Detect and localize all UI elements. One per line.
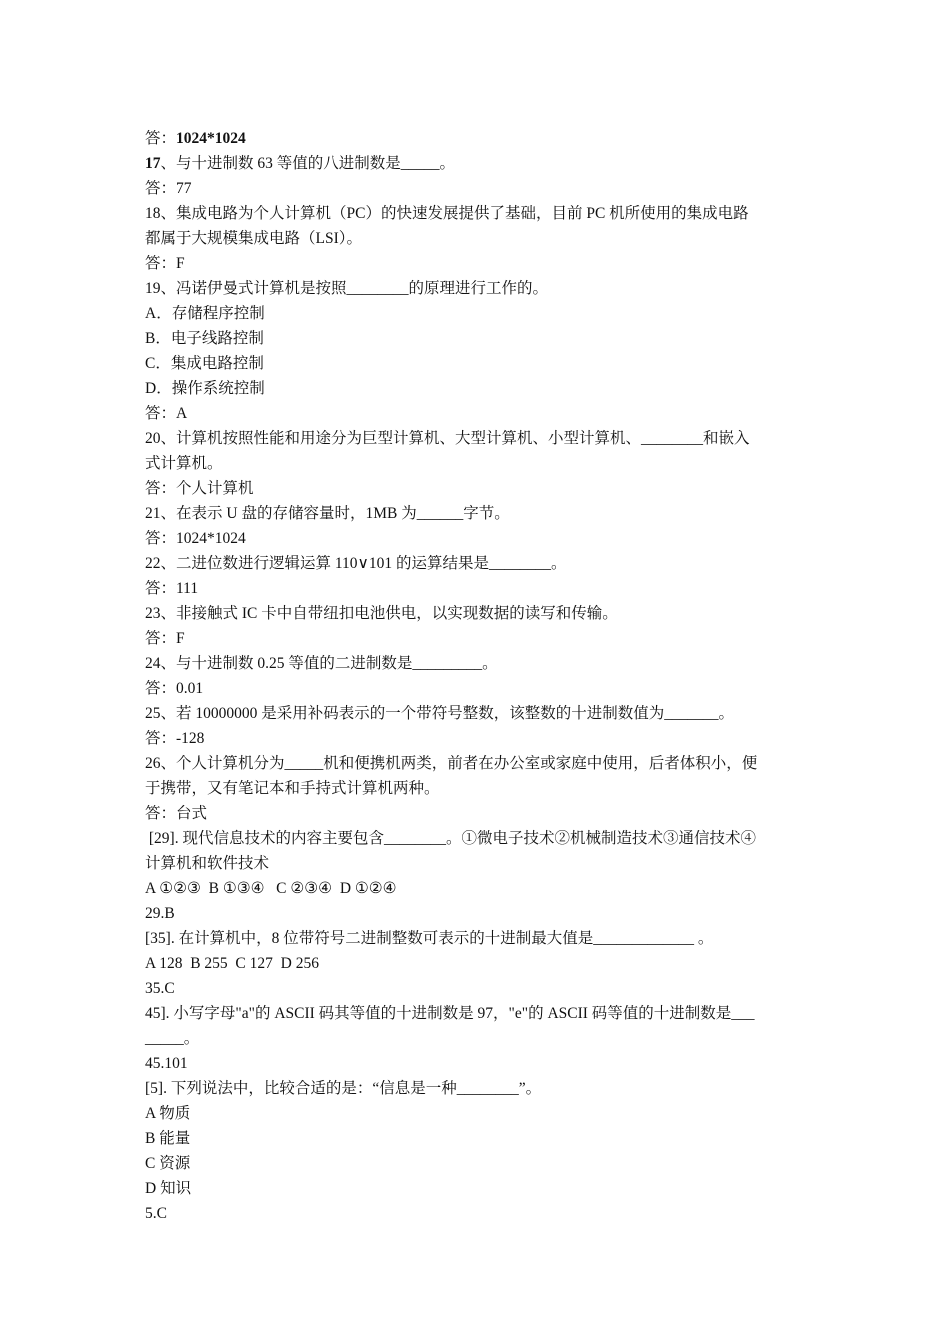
text-line: [145, 251, 810, 276]
line-text: 、与十进制数 63 等值的八进制数是_____。: [160, 155, 456, 172]
text-line: [145, 501, 810, 526]
text-line: [145, 1051, 810, 1076]
text-line: [145, 901, 810, 926]
line-text: B．电子线路控制: [145, 330, 264, 347]
text-line: [145, 176, 810, 201]
line-text: 答：1024*1024: [145, 530, 246, 547]
text-line: [145, 426, 810, 451]
line-text: [35]. 在计算机中，8 位带符号二进制整数可表示的十进制最大值是_____________ 。: [145, 930, 714, 947]
line-text: 答：台式: [145, 805, 208, 822]
document-page: [145, 126, 810, 1226]
line-text: 答：A: [145, 405, 188, 422]
line-text: 答：F: [145, 255, 185, 272]
bold-text: 1024*1024: [176, 130, 246, 147]
line-text: 35.C: [145, 980, 175, 997]
text-line: [145, 1201, 810, 1226]
text-line: [145, 701, 810, 726]
line-text: 答：F: [145, 630, 185, 647]
line-text: 21、在表示 U 盘的存储容量时，1MB 为______字节。: [145, 505, 510, 522]
text-line: [145, 1151, 810, 1176]
line-text: D．操作系统控制: [145, 380, 265, 397]
line-text: 答：-128: [145, 730, 205, 747]
text-line: [145, 476, 810, 501]
line-text: A 物质: [145, 1105, 191, 1122]
text-line: [145, 976, 810, 1001]
text-line: [145, 376, 810, 401]
line-text: 答：: [145, 130, 177, 147]
line-text: 答：个人计算机: [145, 480, 254, 497]
text-line: [145, 551, 810, 576]
line-text: 计算机和软件技术: [145, 855, 270, 872]
line-text: 25、若 10000000 是采用补码表示的一个带符号整数，该整数的十进制数值为_______。: [145, 705, 735, 722]
text-line: [145, 226, 810, 251]
text-line: [145, 1026, 810, 1051]
text-line: [145, 1176, 810, 1201]
text-line: [145, 201, 810, 226]
text-line: [145, 301, 810, 326]
line-text: 于携带，又有笔记本和手持式计算机两种。: [145, 780, 440, 797]
line-text: 答：111: [145, 580, 199, 597]
text-line: [145, 651, 810, 676]
text-line: [145, 851, 810, 876]
line-text: C 资源: [145, 1155, 191, 1172]
text-line: [145, 726, 810, 751]
text-line: [145, 451, 810, 476]
line-text: 29.B: [145, 905, 175, 922]
text-line: [145, 576, 810, 601]
text-line: [145, 276, 810, 301]
text-line: [145, 826, 810, 851]
text-line: [145, 1101, 810, 1126]
line-text: 24、与十进制数 0.25 等值的二进制数是_________。: [145, 655, 498, 672]
line-text: 26、个人计算机分为_____机和便携机两类，前者在办公室或家庭中使用，后者体积小，便: [145, 755, 758, 772]
text-line: [145, 126, 810, 151]
line-text: [5]. 下列说法中，比较合适的是：“信息是一种________”。: [145, 1080, 542, 1097]
line-text: 都属于大规模集成电路（LSI）。: [145, 230, 363, 247]
text-line: [145, 876, 810, 901]
text-line: [145, 601, 810, 626]
line-text: 23、非接触式 IC 卡中自带纽扣电池供电，以实现数据的读写和传输。: [145, 605, 618, 622]
line-text: 45]. 小写字母"a"的 ASCII 码其等值的十进制数是 97，"e"的 ASCII 码等值的十进制数是___: [145, 1005, 755, 1022]
line-text: A ①②③ B ①③④ C ②③④ D ①②④: [145, 880, 397, 897]
text-line: [145, 751, 810, 776]
line-text: 20、计算机按照性能和用途分为巨型计算机、大型计算机、小型计算机、________和嵌入: [145, 430, 750, 447]
text-line: [145, 526, 810, 551]
line-text: 5.C: [145, 1205, 167, 1222]
text-line: [145, 676, 810, 701]
line-text: 19、冯诺伊曼式计算机是按照________的原理进行工作的。: [145, 280, 549, 297]
line-text: A 128 B 255 C 127 D 256: [145, 955, 319, 972]
text-line: [145, 326, 810, 351]
text-line: [145, 926, 810, 951]
text-line: [145, 151, 810, 176]
text-line: [145, 1076, 810, 1101]
line-text: 答：0.01: [145, 680, 204, 697]
text-line: [145, 1001, 810, 1026]
line-text: 式计算机。: [145, 455, 223, 472]
line-text: 18、集成电路为个人计算机（PC）的快速发展提供了基础，目前 PC 机所使用的集成电路: [145, 205, 749, 222]
text-line: [145, 801, 810, 826]
line-text: A．存储程序控制: [145, 305, 265, 322]
text-line: [145, 1126, 810, 1151]
text-line: [145, 401, 810, 426]
text-line: [145, 776, 810, 801]
text-line: [145, 626, 810, 651]
text-line: [145, 351, 810, 376]
line-text: 答：77: [145, 180, 192, 197]
line-text: B 能量: [145, 1130, 191, 1147]
line-text: _____。: [145, 1030, 200, 1047]
line-text: 22、二进位数进行逻辑运算 110∨101 的运算结果是________。: [145, 555, 567, 572]
text-line: [145, 951, 810, 976]
line-text: 45.101: [145, 1055, 188, 1072]
line-text: C．集成电路控制: [145, 355, 264, 372]
line-text: [29]. 现代信息技术的内容主要包含________。①微电子技术②机械制造技术③通信技术④: [145, 830, 756, 847]
bold-text: 17: [145, 155, 161, 172]
line-text: D 知识: [145, 1180, 192, 1197]
